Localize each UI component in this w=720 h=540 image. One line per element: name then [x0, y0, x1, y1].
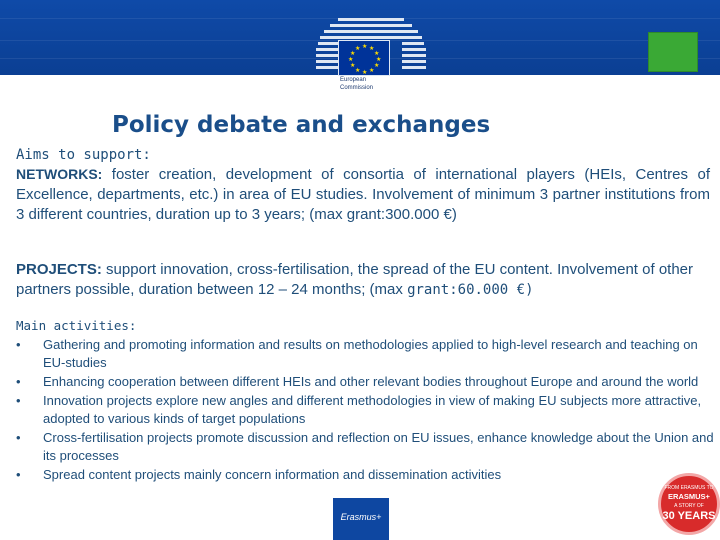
projects-text-b: grant:60.000 €) — [407, 282, 534, 298]
activities-section — [16, 317, 716, 484]
activity-text: Enhancing cooperation between different HEIs and other relevant bodies throughout Europe and around the world — [43, 374, 699, 389]
logo-text — [340, 76, 373, 92]
bullet-icon: • — [16, 393, 21, 408]
erasmus-30-years-badge — [658, 473, 720, 535]
projects-section — [16, 260, 710, 300]
activity-text: Innovation projects explore new angles and different methodologies in view of making EU subjects more attractive, adopted to various kinds of target populations — [43, 393, 702, 426]
activities-list — [16, 336, 716, 484]
aims-intro: Aims to support: — [16, 147, 151, 163]
anniv-line-1: FROM ERASMUS TO — [664, 485, 714, 491]
projects-text-a: support innovation, cross-fertilisation, the spread of the EU content. Involvement of other partners possible, duration between 12 – 24 months; (max — [16, 261, 694, 298]
list-item — [16, 429, 716, 465]
erasmus-plus-logo — [333, 498, 389, 540]
slide-title: Policy debate and exchanges — [112, 112, 491, 138]
european-commission-logo — [308, 14, 430, 96]
anniv-line-3: A STORY OF — [674, 503, 704, 509]
logo-line-2: Commission — [340, 85, 374, 91]
activity-text: Spread content projects mainly concern information and dissemination activities — [43, 467, 502, 482]
networks-text: foster creation, development of consortia of international players (HEIs, Centres of Excellence, departments, etc.) in area of EU studies. Involvement of minimum 3 partner institutions from 3 different countries, duration up to 3 years; (max grant:300.000 €) — [16, 166, 710, 223]
list-item — [16, 336, 716, 372]
projects-label: PROJECTS: — [16, 261, 102, 278]
activities-heading: Main activities: — [16, 318, 137, 333]
logo-line-1: European — [340, 77, 367, 83]
eu-flag-icon: ★ ★ ★ ★ ★ ★ ★ ★ ★ ★ ★ ★ — [338, 40, 390, 76]
list-item — [16, 392, 716, 428]
list-item — [16, 373, 716, 391]
networks-paragraph — [16, 165, 710, 225]
bullet-icon: • — [16, 374, 21, 389]
activity-text: Cross-fertilisation projects promote discussion and reflection on EU issues, enhance knowledge about the Union and its processes — [43, 430, 714, 463]
green-accent-square — [648, 32, 698, 72]
anniv-line-4: 30 YEARS — [662, 510, 716, 522]
networks-section — [16, 146, 710, 225]
networks-label: NETWORKS: — [16, 166, 103, 182]
bullet-icon: • — [16, 430, 21, 445]
activity-text: Gathering and promoting information and results on methodologies applied to high-level research and teaching on EU-studies — [43, 337, 698, 370]
bullet-icon: • — [16, 337, 21, 352]
anniv-line-2: ERASMUS+ — [668, 492, 710, 501]
list-item — [16, 466, 716, 484]
bullet-icon: • — [16, 467, 21, 482]
erasmus-label: Erasmus+ — [340, 512, 382, 522]
